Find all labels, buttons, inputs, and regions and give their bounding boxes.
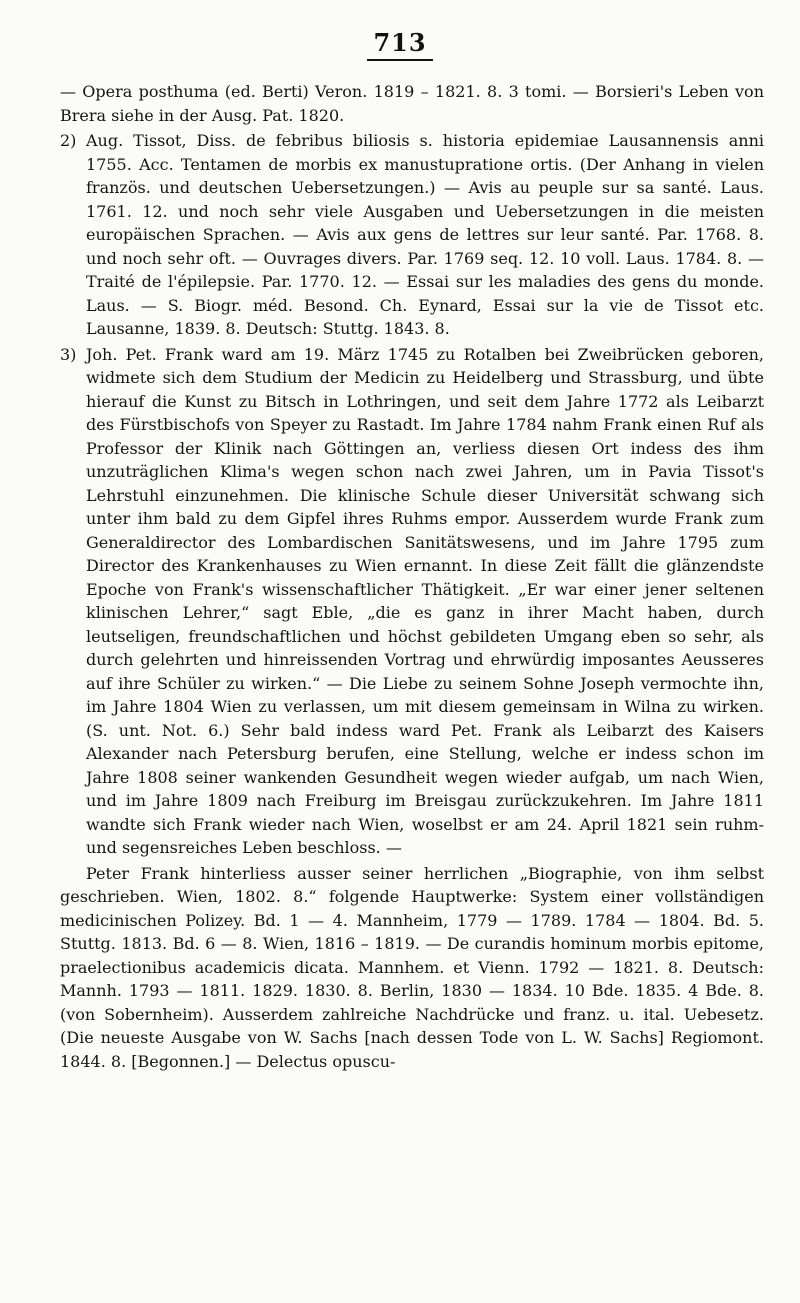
- page-number-text: 713: [367, 28, 432, 61]
- footnote-label: 3): [60, 344, 77, 364]
- footnote-text: Joh. Pet. Frank ward am 19. März 1745 zu Rotalben bei Zweibrücken geboren, widmete sich dem Studium der Medicin zu Heidelberg und Strassburg, und übte hierauf die Kunst zu Bitsch in Lothringen, und seit dem Jahre 1772 als Leibarzt des Fürstbischofs von Speyer zu Rastadt. Im Jahre 1784 nahm Frank einen Ruf als Professor der Klinik nach Göttingen an, verliess diesen Ort indess des ihm unzuträglichen Klima's wegen schon nach zwei Jahren, um in Pavia Tissot's Lehrstuhl einzunehmen. Die klinische Schule dieser Universität schwang sich unter ihm bald zu dem Gipfel ihres Ruhms empor. Ausserdem wurde Frank zum Generaldirector des Lombardischen Sanitätswesens, und im Jahre 1795 zum Director des Krankenhauses zu Wien ernannt. In diese Zeit fällt die glänzendste Epoche von Frank's wissenschaftlicher Thätigkeit. „Er war einer jener seltenen klinischen Lehrer,“ sagt Eble, „die es ganz in ihrer Macht haben, durch leutseligen, freundschaftlichen und höchst gebildeten Umgang eben so sehr, als durch gelehrten und hinreissenden Vortrag und ehrwürdig imposantes Aeusseres auf ihre Schüler zu wirken.“ — Die Liebe zu seinem Sohne Joseph vermochte ihn, im Jahre 1804 Wien zu verlassen, um mit diesem gemeinsam in Wilna zu wirken. (S. unt. Not. 6.) Sehr bald indess ward Pet. Frank als Leibarzt des Kaisers Alexander nach Petersburg berufen, eine Stellung, welche er indess schon im Jahre 1808 seiner wankenden Gesundheit wegen wieder aufgab, um nach Wien, und im Jahre 1809 nach Freiburg im Breisgau zurückzukehren. Im Jahre 1811 wandte sich Frank wieder nach Wien, woselbst er am 24. April 1821 sein ruhm- und segensreiches Leben beschloss. —: [86, 344, 764, 857]
- footnote-text: Aug. Tissot, Diss. de febribus biliosis s. historia epidemiae Lausannensis anni 1755. Acc. Tentamen de morbis ex manustupratione ortis. (Der Anhang in vielen französ. und deutschen Uebersetzungen.) — Avis au peuple sur sa santé. Laus. 1761. 12. und noch sehr viele Ausgaben und Uebersetzungen in die meisten europäischen Sprachen. — Avis aux gens de lettres sur leur santé. Par. 1768. 8. und noch sehr oft. — Ouvrages divers. Par. 1769 seq. 12. 10 voll. Laus. 1784. 8. — Traité de l'épilepsie. Par. 1770. 12. — Essai sur les maladies des gens du monde. Laus. — S. Biogr. méd. Besond. Ch. Eynard, Essai sur la vie de Tissot etc. Lausanne, 1839. 8. Deutsch: Stuttg. 1843. 8.: [86, 131, 764, 338]
- footnote-label: 2): [60, 131, 77, 150]
- paragraph-works: [60, 862, 764, 1074]
- page-number: [0, 28, 800, 61]
- paragraph-continuation: [60, 80, 764, 127]
- footnote-3: [60, 343, 764, 860]
- paragraph-text: Peter Frank hinterliess ausser seiner herrlichen „Biographie, von ihm selbst geschrieben. Wien, 1802. 8.“ folgende Hauptwerke: System einer vollständigen medicinischen Polizey. Bd. 1 — 4. Mannheim, 1779 — 1789. 1784 — 1804. Bd. 5. Stuttg. 1813. Bd. 6 — 8. Wien, 1816 – 1819. — De curandis hominum morbis epitome, praelectionibus academicis dicata. Mannhem. et Vienn. 1792 — 1821. 8. Deutsch: Mannh. 1793 — 1811. 1829. 1830. 8. Berlin, 1830 — 1834. 10 Bde. 1835. 4 Bde. 8. (von Sobernheim). Ausserdem zahlreiche Nachdrücke und franz. u. ital. Uebesetz. (Die neueste Ausgabe von W. Sachs [nach dessen Tode von L. W. Sachs] Regiomont. 1844. 8. [Begonnen.] — Delectus opuscu-: [60, 863, 764, 1071]
- paragraph-text: — Opera posthuma (ed. Berti) Veron. 1819 – 1821. 8. 3 tomi. — Borsieri's Leben von Brera siehe in der Ausg. Pat. 1820.: [60, 82, 764, 125]
- page-body: [60, 80, 764, 1073]
- footnote-2: [60, 129, 764, 341]
